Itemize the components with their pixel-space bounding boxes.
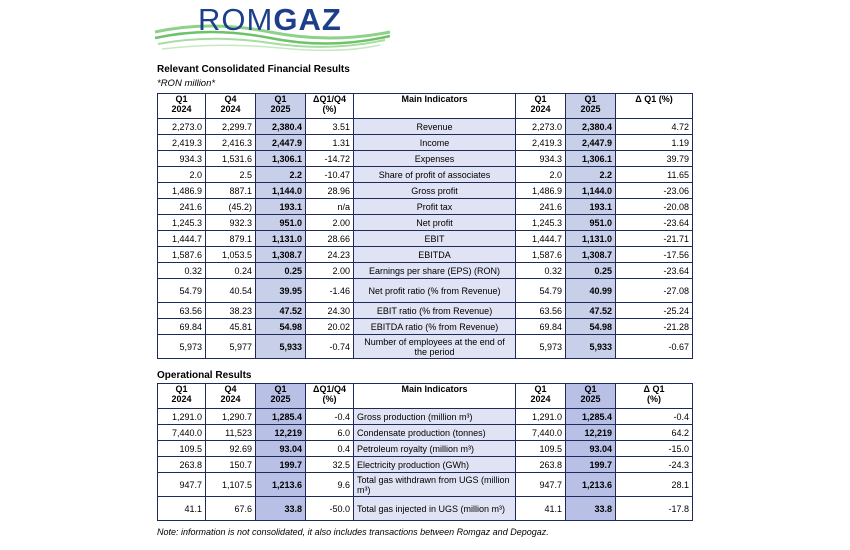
fin-value-cell: 0.25 (256, 263, 306, 279)
fin-header-cell: Q1 2025 (256, 94, 306, 119)
fin-header-row (158, 94, 693, 119)
fin-table-row (158, 135, 693, 151)
ops-table-row (158, 457, 693, 473)
fin-value-cell: 2,380.4 (566, 119, 616, 135)
fin-indicator-cell: Gross profit (354, 183, 516, 199)
fin-indicator-cell: EBIT (354, 231, 516, 247)
fin-value-cell: 45.81 (206, 319, 256, 335)
fin-value-cell: 2,380.4 (256, 119, 306, 135)
fin-table-row (158, 279, 693, 303)
fin-value-cell: -23.64 (616, 215, 693, 231)
fin-value-cell: 241.6 (158, 199, 206, 215)
fin-value-cell: 0.25 (566, 263, 616, 279)
ops-header-cell: ΔQ1/Q4 (%) (306, 384, 354, 409)
ops-value-cell: 263.8 (516, 457, 566, 473)
fin-value-cell: 47.52 (566, 303, 616, 319)
fin-value-cell: 63.56 (516, 303, 566, 319)
fin-value-cell: 2,299.7 (206, 119, 256, 135)
ops-table-row (158, 473, 693, 497)
ops-value-cell: -0.4 (616, 409, 693, 425)
ops-value-cell: 1,213.6 (566, 473, 616, 497)
ops-value-cell: 28.1 (616, 473, 693, 497)
fin-value-cell: 932.3 (206, 215, 256, 231)
ops-value-cell: 0.4 (306, 441, 354, 457)
fin-value-cell: 54.79 (158, 279, 206, 303)
ops-value-cell: 7,440.0 (516, 425, 566, 441)
fin-header-cell: Q1 2024 (158, 94, 206, 119)
fin-value-cell: 2.2 (256, 167, 306, 183)
ops-value-cell: 33.8 (566, 497, 616, 521)
fin-value-cell: 1,144.0 (256, 183, 306, 199)
fin-table-row (158, 183, 693, 199)
ops-header-cell: Main Indicators (354, 384, 516, 409)
fin-value-cell: -23.64 (616, 263, 693, 279)
ops-value-cell: 263.8 (158, 457, 206, 473)
ops-value-cell: 11,523 (206, 425, 256, 441)
ops-header-cell: Q1 2024 (158, 384, 206, 409)
fin-value-cell: 2.2 (566, 167, 616, 183)
fin-table-row (158, 335, 693, 359)
financial-results-table (157, 93, 693, 359)
fin-value-cell: 1,308.7 (566, 247, 616, 263)
fin-value-cell: 0.24 (206, 263, 256, 279)
ops-value-cell: 1,291.0 (158, 409, 206, 425)
fin-value-cell: 2.00 (306, 263, 354, 279)
ops-value-cell: -15.0 (616, 441, 693, 457)
fin-value-cell: 2,419.3 (158, 135, 206, 151)
ops-value-cell: 41.1 (516, 497, 566, 521)
fin-indicator-cell: Share of profit of associates (354, 167, 516, 183)
fin-value-cell: -20.08 (616, 199, 693, 215)
fin-table-row (158, 263, 693, 279)
ops-header-cell: Q1 2024 (516, 384, 566, 409)
fin-value-cell: 24.23 (306, 247, 354, 263)
fin-value-cell: 5,973 (516, 335, 566, 359)
fin-value-cell: -23.06 (616, 183, 693, 199)
operational-results-table (157, 383, 693, 521)
ops-value-cell: 1,291.0 (516, 409, 566, 425)
fin-value-cell: 5,977 (206, 335, 256, 359)
fin-value-cell: 1,587.6 (516, 247, 566, 263)
ops-indicator-cell: Total gas injected in UGS (million m³) (354, 497, 516, 521)
ops-value-cell: 150.7 (206, 457, 256, 473)
ops-value-cell: 199.7 (256, 457, 306, 473)
ops-header-cell: Q4 2024 (206, 384, 256, 409)
fin-value-cell: 39.95 (256, 279, 306, 303)
ops-indicator-cell: Petroleum royalty (million m³) (354, 441, 516, 457)
fin-value-cell: 934.3 (158, 151, 206, 167)
fin-value-cell: 1,245.3 (516, 215, 566, 231)
fin-value-cell: 20.02 (306, 319, 354, 335)
fin-value-cell: 879.1 (206, 231, 256, 247)
fin-value-cell: 2.00 (306, 215, 354, 231)
ops-header-row (158, 384, 693, 409)
fin-header-cell: Q1 2025 (566, 94, 616, 119)
ops-value-cell: 93.04 (566, 441, 616, 457)
fin-value-cell: n/a (306, 199, 354, 215)
fin-value-cell: 11.65 (616, 167, 693, 183)
fin-value-cell: 193.1 (566, 199, 616, 215)
fin-value-cell: 2,447.9 (566, 135, 616, 151)
fin-value-cell: 951.0 (256, 215, 306, 231)
fin-indicator-cell: Net profit ratio (% from Revenue) (354, 279, 516, 303)
fin-value-cell: 2.5 (206, 167, 256, 183)
financial-title: Relevant Consolidated Financial Results (157, 64, 350, 75)
fin-value-cell: -27.08 (616, 279, 693, 303)
ops-value-cell: 947.7 (516, 473, 566, 497)
fin-value-cell: 241.6 (516, 199, 566, 215)
fin-value-cell: 1,144.0 (566, 183, 616, 199)
ops-table-row (158, 425, 693, 441)
fin-indicator-cell: Expenses (354, 151, 516, 167)
fin-indicator-cell: Revenue (354, 119, 516, 135)
fin-header-cell: Δ Q1 (%) (616, 94, 693, 119)
fin-value-cell: 1.31 (306, 135, 354, 151)
ops-value-cell: 64.2 (616, 425, 693, 441)
fin-table-row (158, 167, 693, 183)
romgaz-logo (150, 2, 400, 52)
fin-value-cell: 1,308.7 (256, 247, 306, 263)
ops-value-cell: 67.6 (206, 497, 256, 521)
ops-value-cell: 32.5 (306, 457, 354, 473)
fin-header-cell: Main Indicators (354, 94, 516, 119)
fin-indicator-cell: Number of employees at the end of the period (354, 335, 516, 359)
ops-value-cell: 12,219 (256, 425, 306, 441)
ops-value-cell: 1,107.5 (206, 473, 256, 497)
fin-value-cell: 2,273.0 (158, 119, 206, 135)
fin-value-cell: 39.79 (616, 151, 693, 167)
ops-value-cell: 33.8 (256, 497, 306, 521)
fin-value-cell: 1,444.7 (158, 231, 206, 247)
ops-value-cell: -0.4 (306, 409, 354, 425)
fin-table-row (158, 247, 693, 263)
fin-value-cell: -25.24 (616, 303, 693, 319)
ops-value-cell: 1,213.6 (256, 473, 306, 497)
fin-value-cell: -0.74 (306, 335, 354, 359)
fin-header-cell: ΔQ1/Q4 (%) (306, 94, 354, 119)
fin-table-row (158, 151, 693, 167)
ops-indicator-cell: Condensate production (tonnes) (354, 425, 516, 441)
fin-value-cell: 3.51 (306, 119, 354, 135)
fin-table-row (158, 303, 693, 319)
ops-value-cell: 1,290.7 (206, 409, 256, 425)
fin-value-cell: -21.28 (616, 319, 693, 335)
fin-value-cell: 2,416.3 (206, 135, 256, 151)
fin-value-cell: 47.52 (256, 303, 306, 319)
ops-value-cell: 9.6 (306, 473, 354, 497)
ops-value-cell: 109.5 (158, 441, 206, 457)
fin-header-cell: Q4 2024 (206, 94, 256, 119)
fin-value-cell: 934.3 (516, 151, 566, 167)
fin-value-cell: 63.56 (158, 303, 206, 319)
ops-value-cell: 199.7 (566, 457, 616, 473)
fin-value-cell: 1,131.0 (256, 231, 306, 247)
fin-value-cell: 0.32 (516, 263, 566, 279)
fin-value-cell: 1,245.3 (158, 215, 206, 231)
fin-indicator-cell: Profit tax (354, 199, 516, 215)
fin-value-cell: 193.1 (256, 199, 306, 215)
ops-header-cell: Δ Q1 (%) (616, 384, 693, 409)
logo-wordmark: ROMGAZ (198, 2, 342, 37)
ops-indicator-cell: Electricity production (GWh) (354, 457, 516, 473)
ops-table-row (158, 441, 693, 457)
fin-value-cell: -14.72 (306, 151, 354, 167)
fin-value-cell: 1,486.9 (516, 183, 566, 199)
ops-value-cell: 947.7 (158, 473, 206, 497)
fin-table-row (158, 231, 693, 247)
fin-value-cell: 40.54 (206, 279, 256, 303)
fin-value-cell: 2.0 (516, 167, 566, 183)
fin-value-cell: 69.84 (516, 319, 566, 335)
fin-value-cell: 1,306.1 (566, 151, 616, 167)
fin-table-row (158, 119, 693, 135)
fin-value-cell: -1.46 (306, 279, 354, 303)
fin-value-cell: 54.98 (566, 319, 616, 335)
fin-indicator-cell: EBITDA ratio (% from Revenue) (354, 319, 516, 335)
fin-value-cell: 4.72 (616, 119, 693, 135)
fin-value-cell: 1,053.5 (206, 247, 256, 263)
ops-value-cell: 1,285.4 (256, 409, 306, 425)
fin-value-cell: 2.0 (158, 167, 206, 183)
footnote: Note: information is not consolidated, it also includes transactions between Romgaz and Depogaz. (157, 527, 549, 537)
fin-value-cell: 28.96 (306, 183, 354, 199)
fin-value-cell: -10.47 (306, 167, 354, 183)
ops-value-cell: 7,440.0 (158, 425, 206, 441)
fin-value-cell: 69.84 (158, 319, 206, 335)
fin-indicator-cell: Net profit (354, 215, 516, 231)
ops-value-cell: 12,219 (566, 425, 616, 441)
ops-value-cell: 92.69 (206, 441, 256, 457)
fin-header-cell: Q1 2024 (516, 94, 566, 119)
ops-value-cell: -50.0 (306, 497, 354, 521)
fin-value-cell: -17.56 (616, 247, 693, 263)
fin-value-cell: 2,273.0 (516, 119, 566, 135)
ops-value-cell: 109.5 (516, 441, 566, 457)
fin-value-cell: 1,444.7 (516, 231, 566, 247)
fin-value-cell: -21.71 (616, 231, 693, 247)
operational-title: Operational Results (157, 370, 252, 381)
ops-table-row (158, 409, 693, 425)
ops-value-cell: -24.3 (616, 457, 693, 473)
ops-value-cell: -17.8 (616, 497, 693, 521)
fin-value-cell: 0.32 (158, 263, 206, 279)
fin-table-row (158, 199, 693, 215)
ops-header-cell: Q1 2025 (566, 384, 616, 409)
fin-value-cell: 2,419.3 (516, 135, 566, 151)
fin-value-cell: 54.79 (516, 279, 566, 303)
fin-value-cell: 1,587.6 (158, 247, 206, 263)
ops-value-cell: 93.04 (256, 441, 306, 457)
fin-value-cell: 5,973 (158, 335, 206, 359)
fin-value-cell: 1,131.0 (566, 231, 616, 247)
ops-value-cell: 41.1 (158, 497, 206, 521)
fin-value-cell: 1,531.6 (206, 151, 256, 167)
fin-table-row (158, 319, 693, 335)
fin-value-cell: 1,306.1 (256, 151, 306, 167)
fin-indicator-cell: EBITDA (354, 247, 516, 263)
fin-value-cell: 1,486.9 (158, 183, 206, 199)
fin-value-cell: 951.0 (566, 215, 616, 231)
ops-indicator-cell: Total gas withdrawn from UGS (million m³) (354, 473, 516, 497)
fin-value-cell: -0.67 (616, 335, 693, 359)
ops-header-cell: Q1 2025 (256, 384, 306, 409)
fin-value-cell: 5,933 (256, 335, 306, 359)
fin-indicator-cell: EBIT ratio (% from Revenue) (354, 303, 516, 319)
fin-table-row (158, 215, 693, 231)
ops-indicator-cell: Gross production (million m³) (354, 409, 516, 425)
fin-value-cell: 1.19 (616, 135, 693, 151)
fin-value-cell: 5,933 (566, 335, 616, 359)
fin-value-cell: 40.99 (566, 279, 616, 303)
ops-table-row (158, 497, 693, 521)
fin-value-cell: 54.98 (256, 319, 306, 335)
ops-value-cell: 1,285.4 (566, 409, 616, 425)
fin-value-cell: 24.30 (306, 303, 354, 319)
fin-value-cell: 28.66 (306, 231, 354, 247)
financial-unit: *RON million* (157, 78, 216, 89)
fin-value-cell: 2,447.9 (256, 135, 306, 151)
fin-value-cell: (45.2) (206, 199, 256, 215)
fin-value-cell: 887.1 (206, 183, 256, 199)
fin-indicator-cell: Income (354, 135, 516, 151)
ops-value-cell: 6.0 (306, 425, 354, 441)
fin-value-cell: 38.23 (206, 303, 256, 319)
fin-indicator-cell: Earnings per share (EPS) (RON) (354, 263, 516, 279)
